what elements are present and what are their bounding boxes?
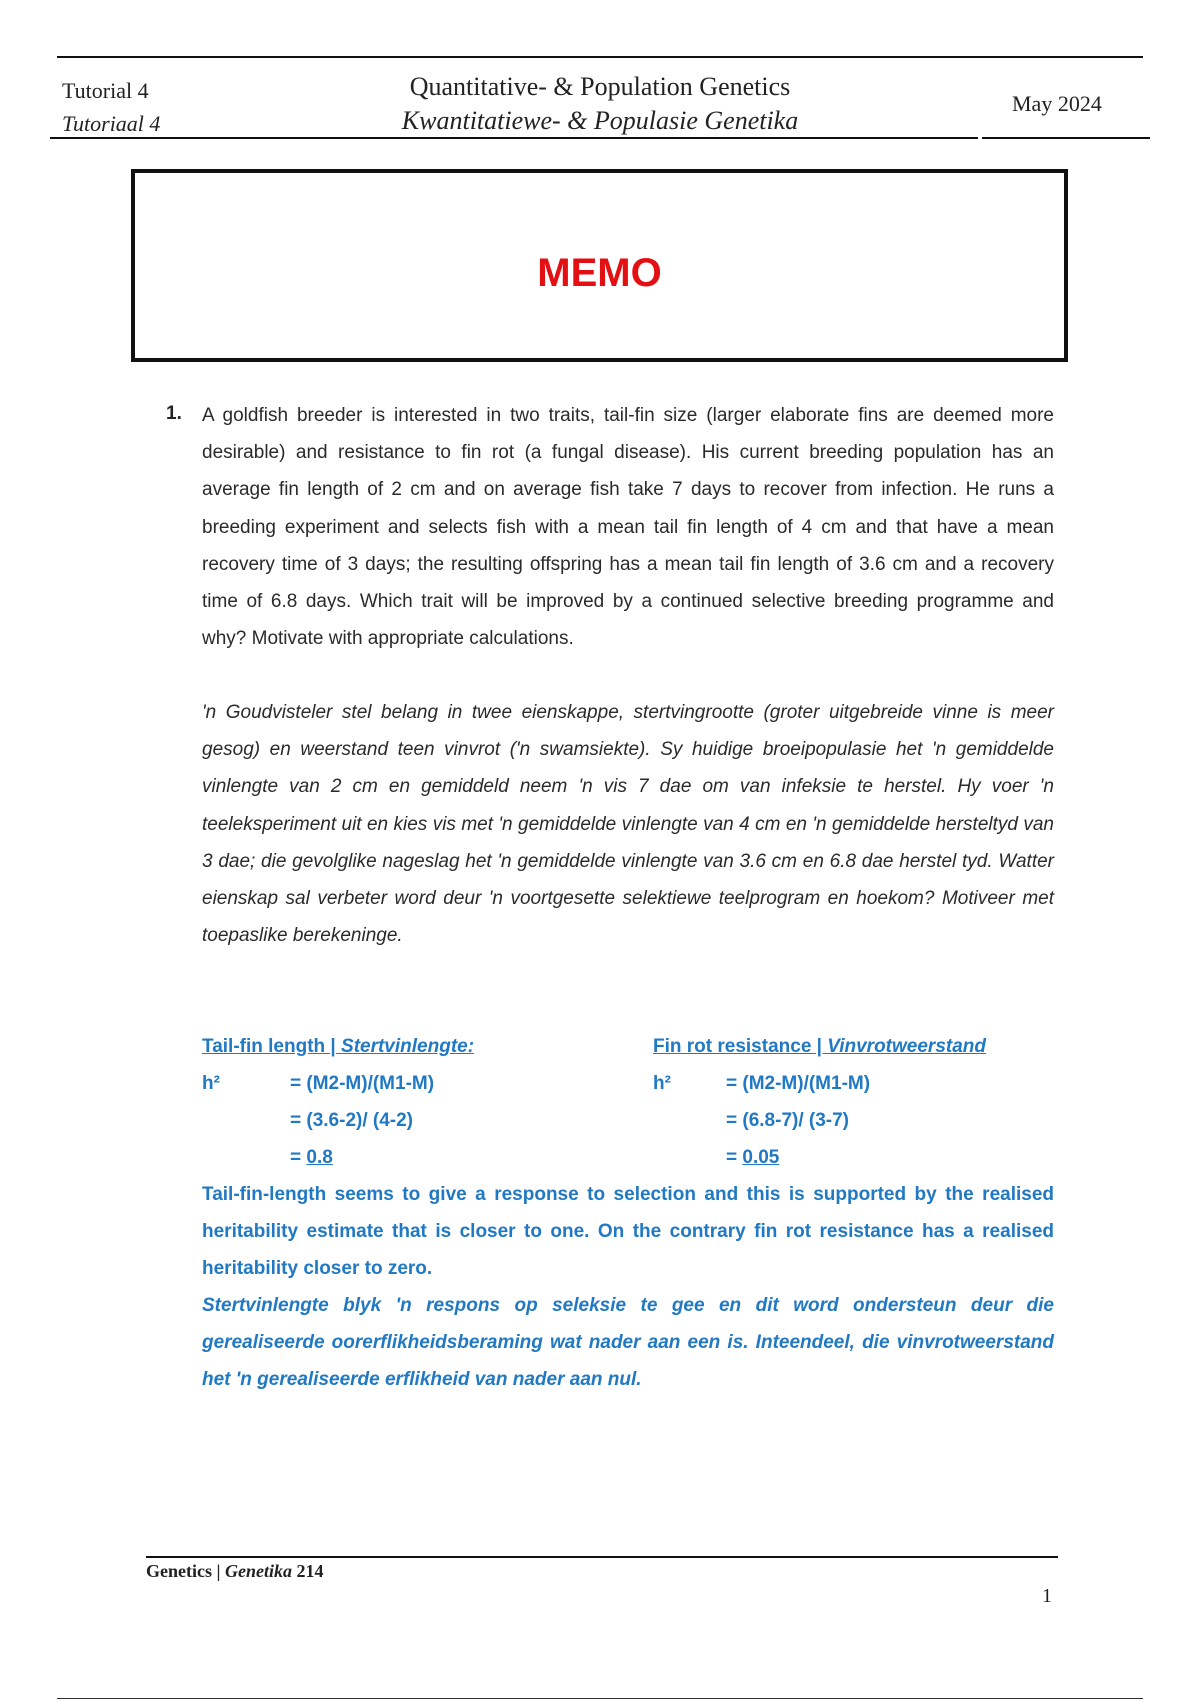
tutorial-label-af: Tutoriaal 4: [62, 111, 161, 136]
calc-heading-tail-fin: [202, 1036, 474, 1058]
course-title: [300, 70, 900, 138]
calc-heading-tail-fin-en: Tail-fin length |: [202, 1036, 342, 1057]
footer-course-af: Genetika: [224, 1561, 292, 1581]
header-date: May 2024: [1012, 91, 1102, 116]
calc-result-value-tail-fin: 0.8: [306, 1147, 333, 1168]
question-number: 1.: [166, 403, 182, 424]
tutorial-label: [62, 74, 160, 140]
question-text-en: A goldfish breeder is interested in two traits, tail-fin size (larger elaborate fins are deemed more desirable) and resistance to fin rot (a fungal disease). His current breeding population has an average fin length of 2 cm and on average fish take 7 days to recover from infection. He runs a breeding experiment and selects fish with a mean tail fin length of 4 cm and that have a mean recovery time of 3 days; the resulting offspring has a mean tail fin length of 3.6 cm and a recovery time of 6.8 days. Which trait will be improved by a continued selective breeding programme and why? Motivate with appropriate calculations.: [202, 405, 1054, 650]
calc-result-tail-fin: [290, 1147, 333, 1169]
calc-result-fin-rot: [726, 1147, 779, 1169]
conclusion-af: Stertvinlengte blyk 'n respons op seleksie te gee en dit word ondersteun deur die gerealiseerde oorerflikheidsberaming wat nader aan een is. Inteendeel, die vinvrotweerstand het 'n gerealiseerde erflikheid van nader aan nul.: [202, 1295, 1054, 1391]
conclusion-en: Tail-fin-length seems to give a response to selection and this is supported by the realised heritability estimate that is closer to one. On the contrary fin rot resistance has a realised heritability closer to zero.: [202, 1184, 1054, 1280]
calc-result-prefix: =: [290, 1147, 307, 1168]
header-bottom-rule-right: [982, 137, 1150, 139]
calc-result-prefix: =: [726, 1147, 743, 1168]
footer-rule: [146, 1556, 1058, 1558]
calc-formula-tail-fin: = (M2-M)/(M1-M): [290, 1073, 435, 1094]
calc-symbol-fin-rot: h²: [653, 1073, 671, 1094]
question-text-af: 'n Goudvisteler stel belang in twee eienskappe, stertvingrootte (groter uitgebreide vinne is meer gesog) en weerstand teen vinvrot ('n swamsiekte). Sy huidige broeipopulasie het 'n gemiddelde vinlengte van 2 cm en gemiddeld neem 'n vis 7 dae om van infeksie te herstel. Hy voer 'n teeleksperiment uit en kies vis met 'n gemiddelde vinlengte van 4 cm en 'n gemiddelde hersteltyd van 3 dae; die gevolglike nageslag het 'n gemiddelde vinlengte van 3.6 cm en 6.8 dae herstel tyd. Watter eienskap sal verbeter word deur 'n voortgesette selektiewe teelprogram en hoekom? Motiveer met toepaslike berekeninge.: [202, 702, 1054, 947]
calc-formula-fin-rot: = (M2-M)/(M1-M): [726, 1073, 871, 1094]
calc-heading-fin-rot-af: Vinvrotweerstand: [827, 1036, 986, 1057]
memo-box: [131, 169, 1068, 362]
calc-heading-fin-rot-en: Fin rot resistance |: [653, 1036, 828, 1057]
page-number: 1: [1042, 1585, 1052, 1607]
calc-result-value-fin-rot: 0.05: [742, 1147, 780, 1168]
calc-symbol-tail-fin: h²: [202, 1073, 220, 1094]
memo-title: MEMO: [537, 251, 662, 295]
tutorial-label-en: Tutorial 4: [62, 78, 149, 103]
header-bottom-rule-left: [50, 137, 978, 139]
calc-substitution-fin-rot: = (6.8-7)/ (3-7): [726, 1110, 850, 1131]
footer-course: [146, 1561, 323, 1582]
calc-substitution-tail-fin: = (3.6-2)/ (4-2): [290, 1110, 414, 1131]
page-bottom-rule: [57, 1698, 1143, 1699]
course-title-af: Kwantitatiewe- & Populasie Genetika: [401, 106, 799, 135]
footer-course-en: Genetics |: [146, 1561, 225, 1581]
footer-course-code: 214: [291, 1561, 324, 1581]
calc-heading-tail-fin-af: Stertvinlengte:: [341, 1036, 475, 1057]
course-title-en: Quantitative- & Population Genetics: [409, 72, 791, 101]
header-top-rule: [57, 56, 1143, 58]
calc-heading-fin-rot: [653, 1036, 986, 1058]
